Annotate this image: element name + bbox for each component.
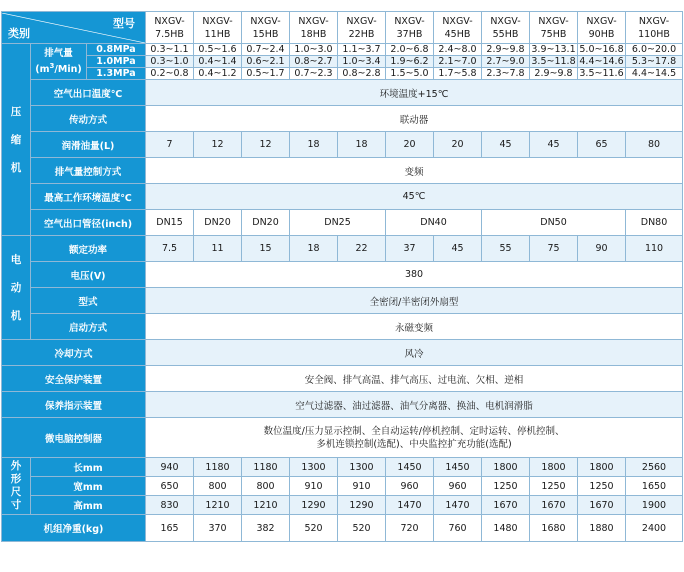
table-cell: 1900 <box>626 496 683 515</box>
table-cell: DN50 <box>482 210 626 236</box>
row-label: 空气出口管径(inch) <box>31 210 146 236</box>
table-cell: 6.0~20.0 <box>626 44 683 56</box>
table-cell: 1880 <box>578 515 626 542</box>
weight-row <box>2 515 683 542</box>
table-cell: 18 <box>290 132 338 158</box>
table-cell: 1470 <box>434 496 482 515</box>
row-value: 380 <box>146 262 683 288</box>
start-row <box>2 314 683 340</box>
model-name: NXGV- 7.5HB <box>146 12 194 44</box>
table-cell: 2.7~9.0 <box>482 56 530 68</box>
table-cell: 1250 <box>578 477 626 496</box>
table-cell: 520 <box>290 515 338 542</box>
row-value: 空气过滤器、油过滤器、油气分离器、换油、电机润滑脂 <box>146 392 683 418</box>
drive-row <box>2 106 683 132</box>
table-cell: 75 <box>530 236 578 262</box>
table-cell: 1210 <box>194 496 242 515</box>
table-cell: 1.7~5.8 <box>434 68 482 80</box>
table-cell: DN20 <box>242 210 290 236</box>
table-cell: 650 <box>146 477 194 496</box>
table-cell: 800 <box>242 477 290 496</box>
voltage-row <box>2 262 683 288</box>
table-cell: 15 <box>242 236 290 262</box>
pressure-label: 1.0MPa <box>87 56 146 68</box>
row-value: 安全阀、排气高温、排气高压、过电流、欠相、逆相 <box>146 366 683 392</box>
table-cell: 12 <box>242 132 290 158</box>
row-value: 联动器 <box>146 106 683 132</box>
outlet-temp-row <box>2 80 683 106</box>
table-cell: 7.5 <box>146 236 194 262</box>
table-cell: DN25 <box>290 210 386 236</box>
table-cell: 55 <box>482 236 530 262</box>
row-value: 环境温度+15℃ <box>146 80 683 106</box>
table-cell: 1300 <box>290 458 338 477</box>
width-row <box>2 477 683 496</box>
row-value: 永磁变频 <box>146 314 683 340</box>
length-row <box>2 458 683 477</box>
section-dimensions <box>2 458 31 515</box>
section-compressor-label: 压缩机 <box>10 105 22 174</box>
table-cell: 0.5~1.6 <box>194 44 242 56</box>
table-cell: 0.8~2.7 <box>290 56 338 68</box>
table-cell: 1.0~3.4 <box>338 56 386 68</box>
table-cell: 1800 <box>530 458 578 477</box>
model-name: NXGV- 75HB <box>530 12 578 44</box>
row-label: 长mm <box>31 458 146 477</box>
table-cell: 2.3~7.8 <box>482 68 530 80</box>
table-cell: 0.7~2.3 <box>290 68 338 80</box>
table-cell: 1.0~3.0 <box>290 44 338 56</box>
table-cell: 1.1~3.7 <box>338 44 386 56</box>
oil-row <box>2 132 683 158</box>
table-cell: 1800 <box>578 458 626 477</box>
row-label: 传动方式 <box>31 106 146 132</box>
table-cell: 20 <box>386 132 434 158</box>
table-cell: 2.4~8.0 <box>434 44 482 56</box>
table-cell: 45 <box>530 132 578 158</box>
row-value: 变频 <box>146 158 683 184</box>
table-cell: 940 <box>146 458 194 477</box>
section-motor <box>2 236 31 340</box>
row-label: 额定功率 <box>31 236 146 262</box>
table-cell: 110 <box>626 236 683 262</box>
model-name: NXGV- 18HB <box>290 12 338 44</box>
table-cell: 960 <box>434 477 482 496</box>
table-cell: 165 <box>146 515 194 542</box>
row-label: 机组净重(kg) <box>2 515 146 542</box>
height-row <box>2 496 683 515</box>
table-cell: 3.5~11.6 <box>579 68 624 79</box>
table-cell: 382 <box>242 515 290 542</box>
table-cell: 1670 <box>578 496 626 515</box>
row-label: 保养指示装置 <box>2 392 146 418</box>
row-label: 电压(V) <box>31 262 146 288</box>
pressure-label: 1.3MPa <box>87 68 146 80</box>
table-cell: 0.8~2.8 <box>338 68 386 80</box>
table-cell: 2560 <box>626 458 683 477</box>
table-cell: 65 <box>578 132 626 158</box>
table-cell: 760 <box>434 515 482 542</box>
section-motor-label: 电动机 <box>10 253 22 322</box>
category-header-label: 类别 <box>8 26 30 40</box>
header-corner-cell <box>2 12 146 44</box>
table-cell: 2.1~7.0 <box>434 56 482 68</box>
table-cell: 720 <box>386 515 434 542</box>
table-cell: 0.3~1.1 <box>146 44 194 56</box>
table-cell: 5.3~17.8 <box>626 56 683 68</box>
table-cell: 11 <box>194 236 242 262</box>
table-cell: 520 <box>338 515 386 542</box>
table-cell: 18 <box>290 236 338 262</box>
safety-row <box>2 366 683 392</box>
power-row <box>2 236 683 262</box>
table-cell: 7 <box>146 132 194 158</box>
model-name: NXGV- 90HB <box>578 12 626 44</box>
table-cell: 20 <box>434 132 482 158</box>
model-name: NXGV- 11HB <box>194 12 242 44</box>
micro-row <box>2 418 683 458</box>
row-label: 高mm <box>31 496 146 515</box>
displacement-row <box>2 44 683 56</box>
table-cell: DN15 <box>146 210 194 236</box>
maintenance-row <box>2 392 683 418</box>
table-cell: 910 <box>338 477 386 496</box>
table-cell: 1290 <box>338 496 386 515</box>
table-cell: 18 <box>338 132 386 158</box>
pressure-label: 0.8MPa <box>87 44 146 56</box>
table-cell: 1250 <box>482 477 530 496</box>
row-label: 润滑油量(L) <box>31 132 146 158</box>
table-cell: 2.9~9.8 <box>530 68 578 80</box>
table-cell: 1180 <box>242 458 290 477</box>
table-cell: 2400 <box>626 515 683 542</box>
table-cell: 3.9~13.1 <box>531 44 576 55</box>
table-cell: 1210 <box>242 496 290 515</box>
row-value <box>146 418 683 458</box>
cooling-row <box>2 340 683 366</box>
row-value: 风冷 <box>146 340 683 366</box>
model-header-label: 型号 <box>113 16 136 30</box>
model-name: NXGV- 55HB <box>482 12 530 44</box>
header-row <box>2 12 683 44</box>
row-value: 45℃ <box>146 184 683 210</box>
table-cell: 1450 <box>434 458 482 477</box>
table-cell: 1290 <box>290 496 338 515</box>
table-cell: 1480 <box>482 515 530 542</box>
table-cell: 0.5~1.7 <box>242 68 290 80</box>
table-cell: 800 <box>194 477 242 496</box>
model-name: NXGV- 22HB <box>338 12 386 44</box>
table-cell: 1650 <box>626 477 683 496</box>
table-cell: 22 <box>338 236 386 262</box>
micro-line: 数位温度/压力显示控制、全自动运转/停机控制、定时运转、停机控制、 <box>263 425 565 437</box>
table-cell: 37 <box>386 236 434 262</box>
table-cell: 1.9~6.2 <box>386 56 434 68</box>
table-cell: 1670 <box>482 496 530 515</box>
table-cell: 370 <box>194 515 242 542</box>
control-row <box>2 158 683 184</box>
row-label: 空气出口温度℃ <box>31 80 146 106</box>
table-cell: 4.4~14.6 <box>579 56 624 67</box>
table-cell: 3.5~11.8 <box>531 56 576 67</box>
table-cell: 1300 <box>338 458 386 477</box>
table-cell: DN80 <box>626 210 683 236</box>
table-cell: DN20 <box>194 210 242 236</box>
table-cell: 0.7~2.4 <box>242 44 290 56</box>
row-label: 微电脑控制器 <box>2 418 146 458</box>
row-label: 启动方式 <box>31 314 146 340</box>
table-cell: 90 <box>578 236 626 262</box>
table-cell: 45 <box>434 236 482 262</box>
displacement-label: 排气量 $(m^3/Min)$ <box>31 44 87 80</box>
row-label: 冷却方式 <box>2 340 146 366</box>
table-cell: 0.4~1.2 <box>194 68 242 80</box>
table-cell: 910 <box>290 477 338 496</box>
model-name: NXGV- 110HB <box>626 12 683 44</box>
section-dimensions-label: 外形尺寸 <box>10 460 22 511</box>
section-compressor <box>2 44 31 236</box>
table-cell: 1450 <box>386 458 434 477</box>
table-cell: 1.5~5.0 <box>386 68 434 80</box>
table-cell: 1800 <box>482 458 530 477</box>
table-cell: DN40 <box>386 210 482 236</box>
row-value: 全密闭/半密闭外扇型 <box>146 288 683 314</box>
model-name: NXGV- 37HB <box>386 12 434 44</box>
table-cell: 45 <box>482 132 530 158</box>
spec-table <box>1 11 683 542</box>
row-label: 安全保护装置 <box>2 366 146 392</box>
table-cell: 0.2~0.8 <box>146 68 194 80</box>
motor-type-row <box>2 288 683 314</box>
displacement-row <box>2 56 683 68</box>
row-label: 宽mm <box>31 477 146 496</box>
table-cell: 2.9~9.8 <box>482 44 530 56</box>
table-cell: 960 <box>386 477 434 496</box>
model-name: NXGV- 45HB <box>434 12 482 44</box>
micro-line: 多机连锁控制(选配)、中央监控扩充功能(选配) <box>316 438 512 450</box>
displacement-row <box>2 68 683 80</box>
table-cell: 0.3~1.0 <box>146 56 194 68</box>
table-cell: 1250 <box>530 477 578 496</box>
table-cell: 0.4~1.4 <box>194 56 242 68</box>
table-cell: 1670 <box>530 496 578 515</box>
model-name: NXGV- 15HB <box>242 12 290 44</box>
table-cell: 5.0~16.8 <box>579 44 624 55</box>
row-label: 最高工作环境温度℃ <box>31 184 146 210</box>
row-label: 型式 <box>31 288 146 314</box>
pipe-row <box>2 210 683 236</box>
row-label: 排气量控制方式 <box>31 158 146 184</box>
table-cell: 0.6~2.1 <box>242 56 290 68</box>
max-temp-row <box>2 184 683 210</box>
table-cell: 80 <box>626 132 683 158</box>
table-cell: 4.4~14.5 <box>626 68 683 80</box>
table-cell: 1680 <box>530 515 578 542</box>
table-cell: 1180 <box>194 458 242 477</box>
table-cell: 830 <box>146 496 194 515</box>
table-cell: 1470 <box>386 496 434 515</box>
table-cell: 12 <box>194 132 242 158</box>
table-cell: 2.0~6.8 <box>386 44 434 56</box>
